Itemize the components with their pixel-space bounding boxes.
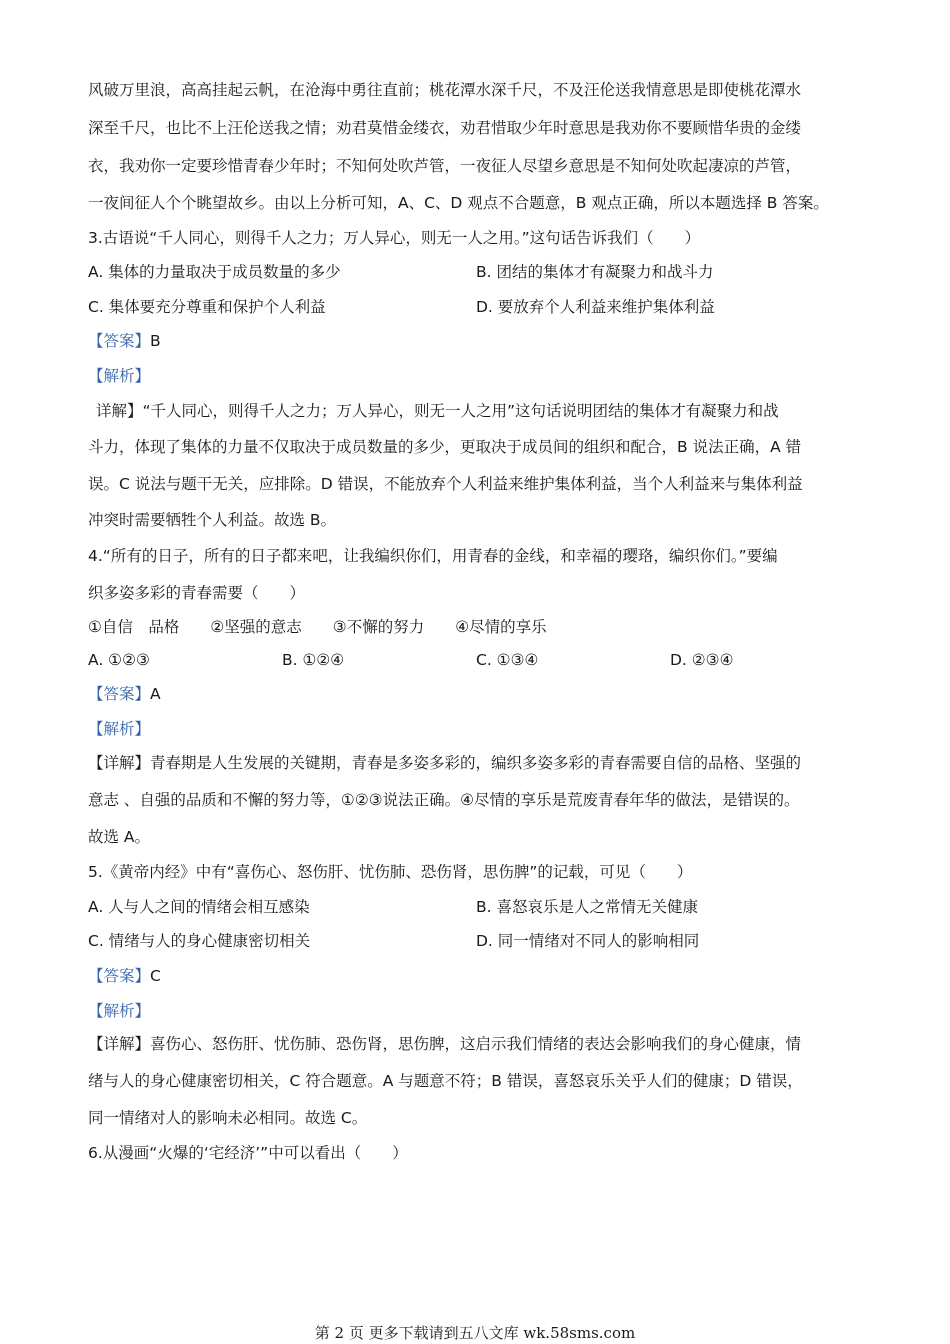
intro-line: 风破万里浪，高高挂起云帆，在沧海中勇往直前；桃花潭水深千尺，不及汪伦送我情意思是即使桃花潭水 bbox=[88, 81, 802, 99]
question-3-stem: 3.古语说“千人同心，则得千人之力；万人异心，则无一人之用。”这句话告诉我们（ ） bbox=[88, 229, 701, 247]
intro-line: 深至千尺，也比不上汪伦送我之情；劝君莫惜金缕衣，劝君惜取少年时意思是我劝你不要顾惜华贵的金缕 bbox=[88, 119, 802, 137]
question-4-stem: 织多姿多彩的青春需要（ ） bbox=[88, 584, 306, 602]
intro-line: 衣，我劝你一定要珍惜青春少年时；不知何处吹芦管，一夜征人尽望乡意思是不知何处吹起凄凉的芦管， bbox=[88, 157, 802, 175]
q3-detail-line: 详解】“千人同心，则得千人之力；万人异心，则无一人之用”这句话说明团结的集体才有凝聚力和战 bbox=[96, 402, 779, 420]
q3-detail-line: 斗力，体现了集体的力量不仅取决于成员数量的多少，更取决于成员间的组织和配合，B 说法正确，A 错 bbox=[88, 438, 802, 456]
q5-option-d: D. 同一情绪对不同人的影响相同 bbox=[476, 932, 700, 950]
q5-option-a: A. 人与人之间的情绪会相互感染 bbox=[88, 898, 310, 916]
answer-value: A bbox=[150, 685, 161, 703]
q4-items: ①自信 品格 ②坚强的意志 ③不懈的努力 ④尽情的享乐 bbox=[88, 618, 547, 636]
answer-value: C bbox=[150, 967, 161, 985]
answer-value: B bbox=[150, 332, 161, 350]
q4-detail-line: 故选 A。 bbox=[88, 828, 151, 846]
answer-tag: 【答案】 bbox=[88, 685, 151, 703]
q3-option-b: B. 团结的集体才有凝聚力和战斗力 bbox=[476, 263, 714, 281]
q3-analysis-tag: 【解析】 bbox=[88, 367, 151, 385]
q3-option-a: A. 集体的力量取决于成员数量的多少 bbox=[88, 263, 341, 281]
q4-answer bbox=[88, 684, 161, 704]
question-6-stem: 6.从漫画“火爆的‘宅经济’”中可以看出（ ） bbox=[88, 1144, 408, 1162]
q4-option-a: A. ①②③ bbox=[88, 651, 150, 669]
detail-text: 喜伤心、怒伤肝、忧伤肺、恐伤肾，思伤脾，这启示我们情绪的表达会影响我们的身心健康，情 bbox=[150, 1035, 802, 1053]
q3-detail-line: 冲突时需要牺牲个人利益。故选 B。 bbox=[88, 511, 337, 529]
detail-text: 青春期是人生发展的关键期，青春是多姿多彩的，编织多姿多彩的青春需要自信的品格、坚强的 bbox=[150, 754, 802, 772]
q3-option-c: C. 集体要充分尊重和保护个人利益 bbox=[88, 298, 326, 316]
q3-detail-line: 误。C 说法与题干无关，应排除。D 错误，不能放弃个人利益来维护集体利益，当个人利益来与集体利益 bbox=[88, 475, 803, 493]
q4-analysis-tag: 【解析】 bbox=[88, 720, 151, 738]
q4-option-c: C. ①③④ bbox=[476, 651, 539, 669]
answer-tag: 【答案】 bbox=[88, 332, 151, 350]
q4-option-b: B. ①②④ bbox=[282, 651, 345, 669]
q5-analysis-tag: 【解析】 bbox=[88, 1002, 151, 1020]
question-5-stem: 5.《黄帝内经》中有“喜伤心、怒伤肝、忧伤肺、恐伤肾，思伤脾”的记载，可见（ ） bbox=[88, 863, 693, 881]
q5-detail-line bbox=[88, 1034, 801, 1054]
q5-option-c: C. 情绪与人的身心健康密切相关 bbox=[88, 932, 311, 950]
detail-tag: 【详解】 bbox=[88, 754, 151, 772]
detail-tag: 【详解】 bbox=[88, 1035, 151, 1053]
q5-option-b: B. 喜怒哀乐是人之常情无关健康 bbox=[476, 898, 698, 916]
q5-detail-line: 同一情绪对人的影响未必相同。故选 C。 bbox=[88, 1109, 368, 1127]
q5-detail-line: 绪与人的身心健康密切相关，C 符合题意。A 与题意不符；B 错误，喜怒哀乐关乎人们的健康；D 错误， bbox=[88, 1072, 803, 1090]
answer-tag: 【答案】 bbox=[88, 967, 151, 985]
q5-answer bbox=[88, 966, 161, 986]
q4-option-d: D. ②③④ bbox=[670, 651, 734, 669]
q3-answer bbox=[88, 331, 161, 351]
q3-option-d: D. 要放弃个人利益来维护集体利益 bbox=[476, 298, 715, 316]
q4-detail-line: 意志 、自强的品质和不懈的努力等，①②③说法正确。④尽情的享乐是荒废青春年华的做法，是错误的。 bbox=[88, 791, 800, 809]
intro-line: 一夜间征人个个眺望故乡。由以上分析可知，A、C、D 观点不合题意，B 观点正确，所以本题选择 B 答案。 bbox=[88, 194, 829, 212]
q4-detail-line bbox=[88, 753, 801, 773]
page-footer: 第 2 页 更多下载请到五八文库 wk.58sms.com bbox=[314, 1324, 636, 1342]
question-4-stem: 4.“所有的日子，所有的日子都来吧，让我编织你们，用青春的金线，和幸福的璎珞，编织你们。”要编 bbox=[88, 547, 778, 565]
